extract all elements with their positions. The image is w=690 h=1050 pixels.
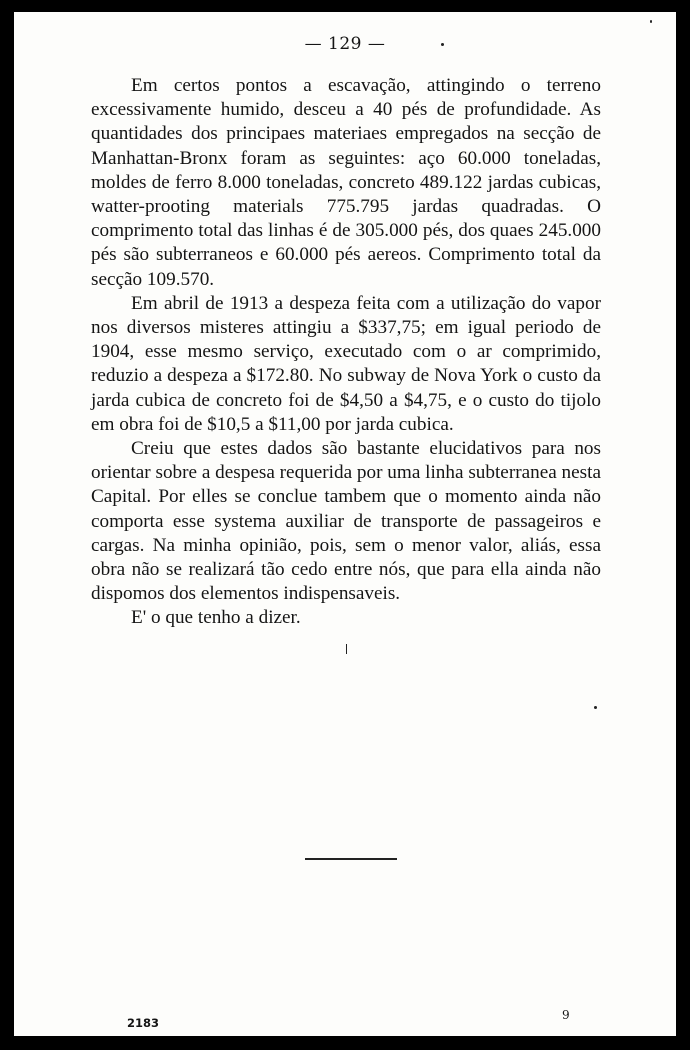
printer-signature: 2183 xyxy=(127,1016,160,1030)
closing-rule xyxy=(305,858,397,860)
ink-speck xyxy=(346,644,347,654)
ink-speck xyxy=(441,43,444,46)
paragraph-1: Em certos pontos a escavação, attingindo o terreno excessivamente humido, desceu a 40 pés de profundidade. As quantidades dos principaes materiaes empregados na secção de Manhattan-Bronx foram as seguintes: aço 60.000 toneladas, moldes de ferro 8.000 toneladas, concreto 489.122 jardas cubicas, watter-prooting materials 775.795 jardas quadradas. O comprimento total das linhas é de 305.000 pés, dos quaes 245.000 pés são subterraneos e 60.000 pés aereos. Comprimento total da secção 109.570. xyxy=(91,75,601,290)
ink-speck xyxy=(650,20,652,23)
gathering-mark: 9 xyxy=(562,1008,570,1022)
paragraph-3: Creiu que estes dados são bastante elucidativos para nos orientar sobre a despesa requerida por uma linha subterranea nesta Capital. Por elles se conclue tambem que o momento ainda não comporta esse systema auxiliar de transporte de passageiros e cargas. Na minha opinião, pois, sem o menor valor, aliás, essa obra não se realizará tão cedo entre nós, que para ella ainda não dispomos dos elementos indispensaveis. xyxy=(91,438,601,605)
ink-speck xyxy=(594,706,597,709)
page-number: — 129 — xyxy=(304,34,386,54)
paragraph-2: Em abril de 1913 a despeza feita com a utilização do vapor nos diversos misteres attingiu a $337,75; em igual periodo de 1904, esse mesmo serviço, executado com o ar comprimido, reduzio a despeza a $172.80. No subway de Nova York o custo da jarda cubica de concreto foi de $4,50 a $4,75, e o custo do tijolo em obra foi de $10,5 a $11,00 por jarda cubica. xyxy=(91,292,601,435)
paragraph-4: E' o que tenho a dizer. xyxy=(131,607,301,629)
body-text xyxy=(91,74,601,631)
document-page xyxy=(14,12,676,1036)
